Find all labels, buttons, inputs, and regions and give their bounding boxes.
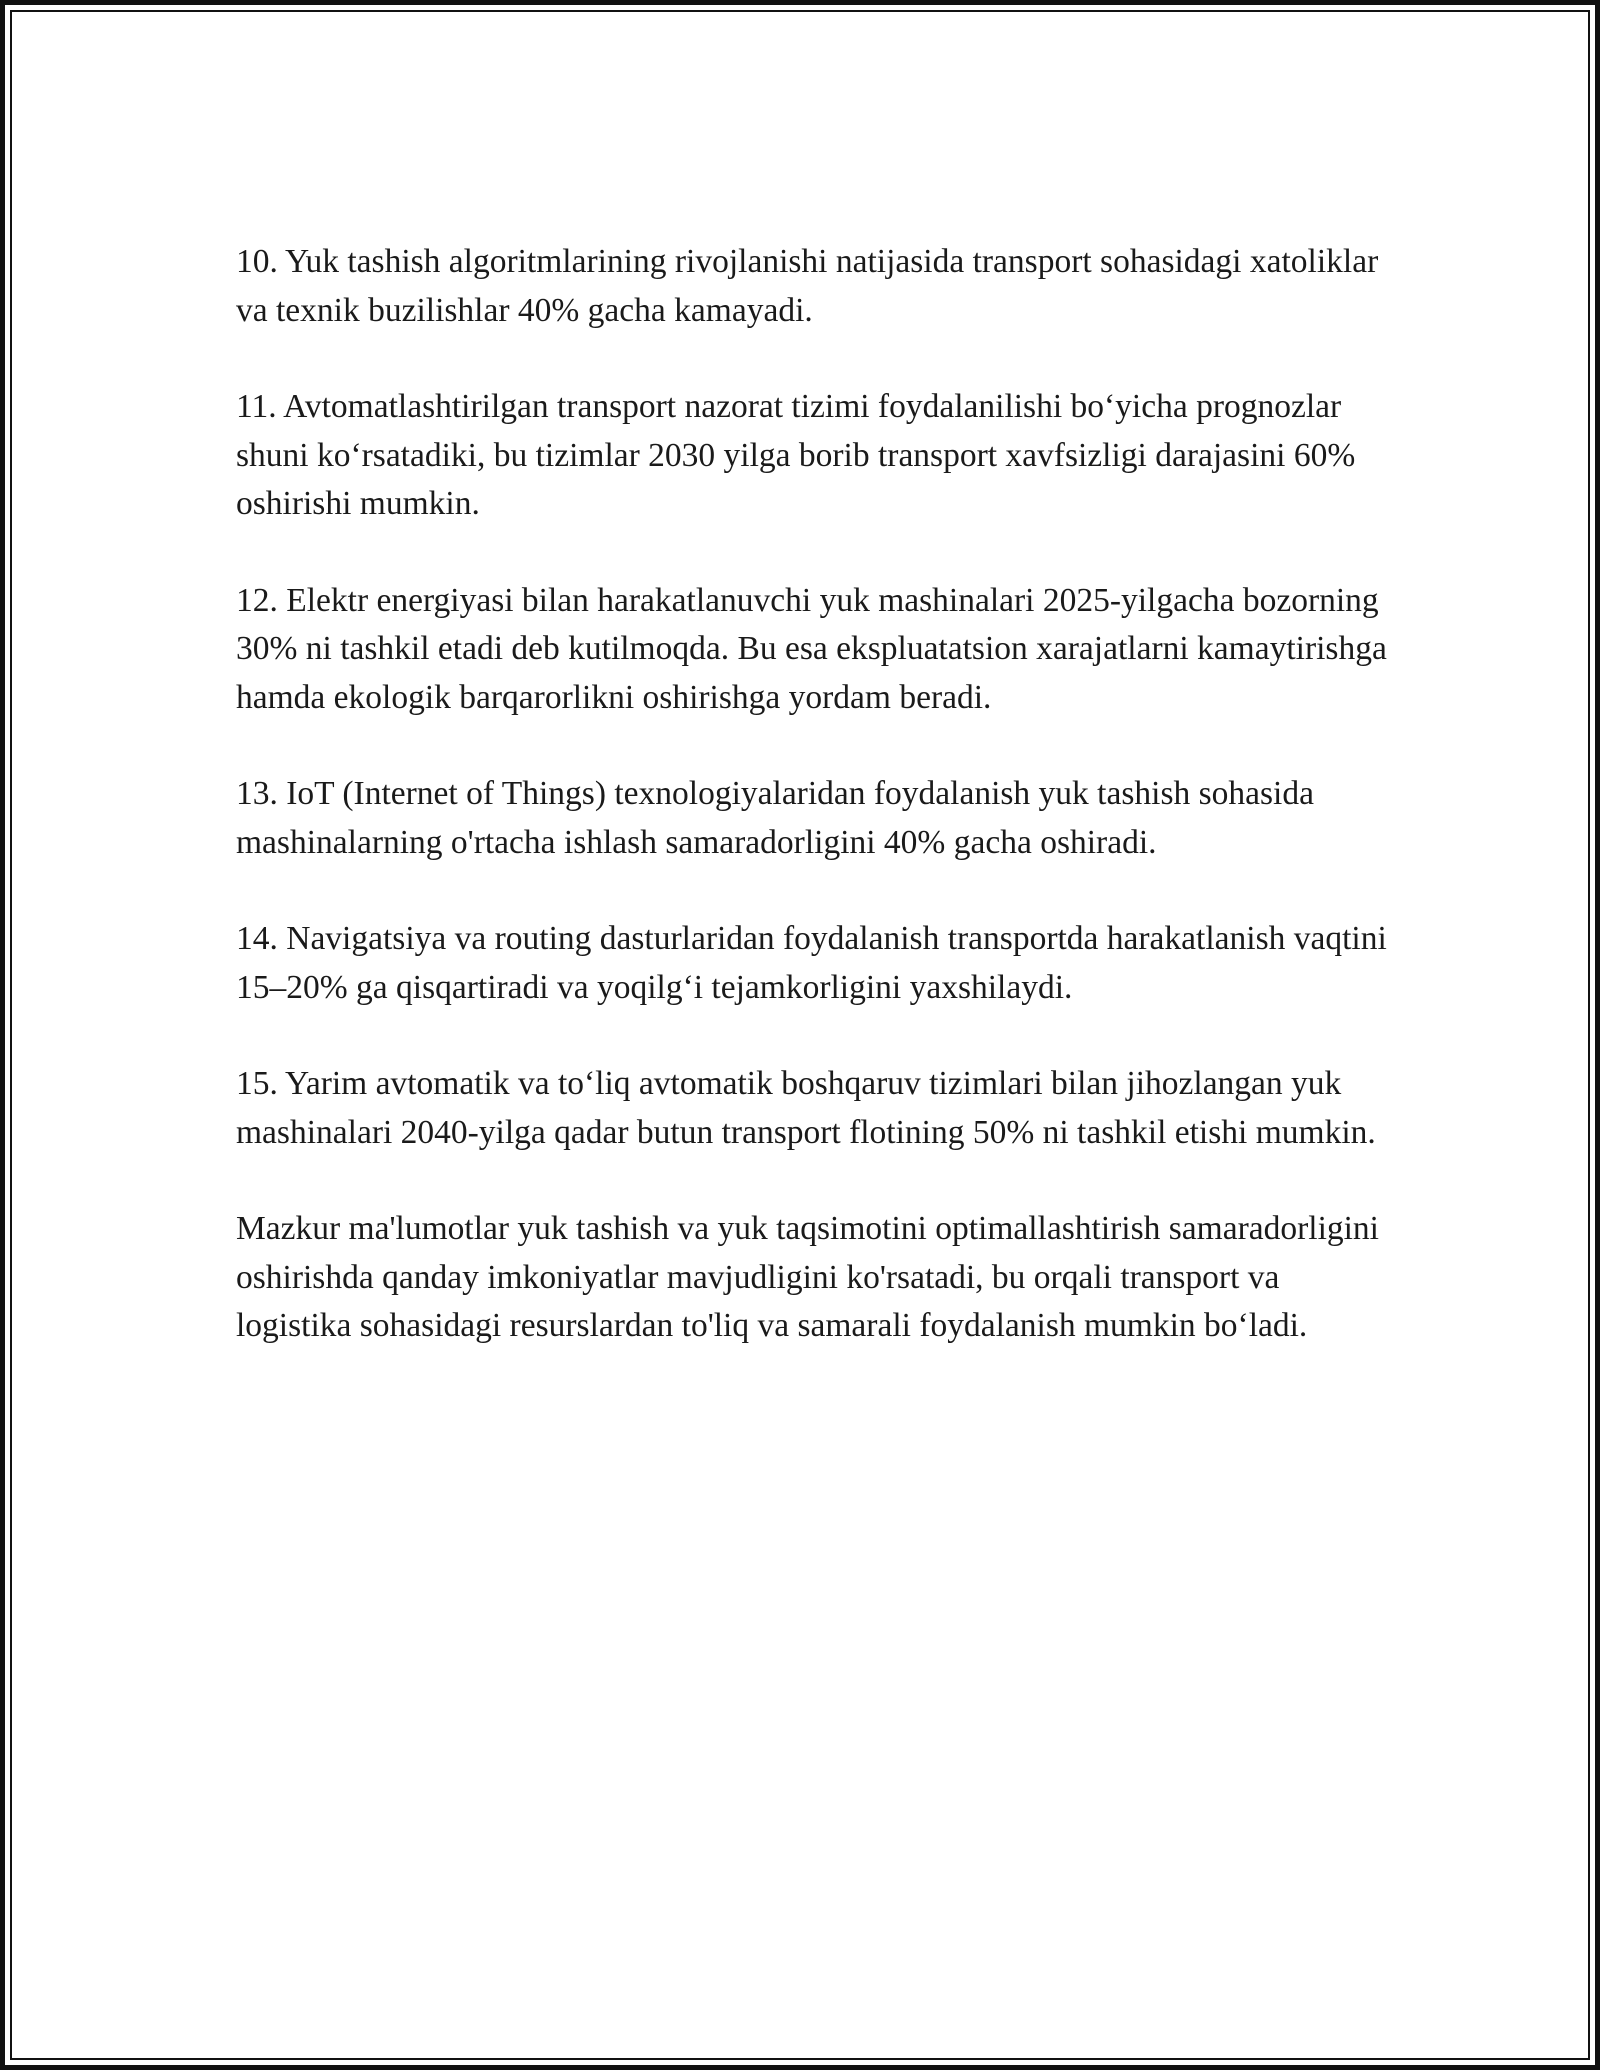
paragraph-item-10: 10. Yuk tashish algoritmlarining rivojlanishi natijasida transport sohasidagi xatoliklar va texnik buzilishlar 40% gacha kamayadi. bbox=[236, 243, 1379, 329]
page-border-inner bbox=[10, 10, 1590, 2060]
paragraph-item-12: 12. Elektr energiyasi bilan harakatlanuvchi yuk mashinalari 2025-yilgacha bozorning 30% ni tashkil etadi deb kutilmoqda. Bu esa ekspluatatsion xarajatlarni kamaytirishga hamda ekologik barqarorlikni oshirishga yordam beradi. bbox=[236, 581, 1387, 716]
paragraph-conclusion: Mazkur ma'lumotlar yuk tashish va yuk taqsimotini optimallashtirish samaradorligini oshirishda qanday imkoniyatlar mavjudligini ko'rsatadi, bu orqali transport va logistika sohasidagi resurslardan to'liq va samarali foydalanish mumkin bo‘ladi. bbox=[236, 1210, 1379, 1344]
paragraph-item-15: 15. Yarim avtomatik va to‘liq avtomatik boshqaruv tizimlari bilan jihozlangan yuk mashinalari 2040-yilga qadar butun transport flotining 50% ni tashkil etishi mumkin. bbox=[236, 1065, 1376, 1151]
document-body bbox=[236, 238, 1396, 1399]
paragraph-item-14: 14. Navigatsiya va routing dasturlaridan foydalanish transportda harakatlanish vaqtini 15–20% ga qisqartiradi va yoqilg‘i tejamkorligini yaxshilaydi. bbox=[236, 920, 1387, 1006]
paragraph-item-11: 11. Avtomatlashtirilgan transport nazorat tizimi foydalanilishi bo‘yicha prognozlar shuni ko‘rsatadiki, bu tizimlar 2030 yilga borib transport xavfsizligi darajasini 60% oshirishi mumkin. bbox=[236, 388, 1356, 522]
paragraph-item-13: 13. IoT (Internet of Things) texnologiyalaridan foydalanish yuk tashish sohasida mashinalarning o'rtacha ishlash samaradorligini 40% gacha oshiradi. bbox=[236, 775, 1314, 861]
